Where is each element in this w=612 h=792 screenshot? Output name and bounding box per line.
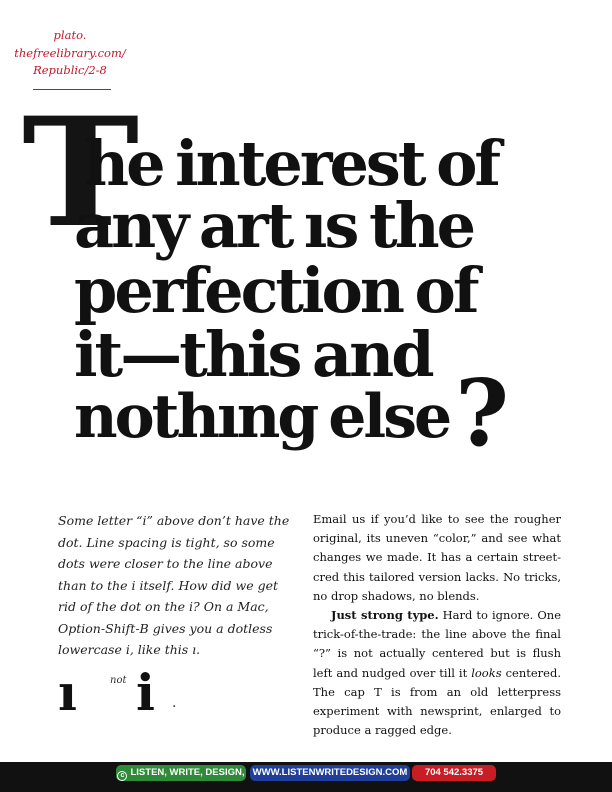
- headline-line-5-text: nothıng else: [74, 382, 450, 452]
- glyph-period: .: [172, 695, 177, 711]
- not-label: not: [110, 675, 127, 686]
- source-citation: [8, 27, 132, 80]
- source-line-3: Republic/2-8: [33, 63, 107, 77]
- paragraph-2-part-b: centered. The cap T is from an old letterpress experiment with newsprint, enlarged to produce a ragged edge.: [313, 665, 561, 738]
- website-link[interactable]: WWW.LISTENWRITEDESIGN.COM: [250, 765, 410, 781]
- headline-line-2: any art ıs the: [74, 189, 474, 262]
- right-paragraph-2: [313, 606, 561, 740]
- source-line-1: plato.: [53, 28, 87, 42]
- strong-lead: Just strong type.: [331, 608, 439, 623]
- right-column: [313, 510, 561, 740]
- headline-drop-cap: T: [22, 85, 140, 261]
- phone-pill[interactable]: 704 542.3375: [412, 765, 496, 781]
- footer-bar: [0, 762, 612, 792]
- paragraph-2-part-a: Hard to ignore. One trick-of-the-trade: the line above the final “?” is not actually centered but is flush left and nudged over till it: [313, 608, 561, 680]
- brand-label: LISTEN, WRITE, DESIGN,: [130, 767, 245, 778]
- headline-line-5: [74, 359, 574, 467]
- headline-line-3: perfection of: [74, 254, 477, 327]
- source-line-2: thefreelibrary.com/: [14, 45, 126, 60]
- headline-question-mark: ?: [455, 359, 507, 467]
- brand-pill[interactable]: [116, 765, 246, 781]
- dotless-i-glyph: ı: [58, 663, 77, 722]
- left-column-text: Some letter “i” above don’t have the dot. Line spacing is tight, so some dots were closer to the line above than to the i itself. How did we get rid of the dot on the i? On a Mac, Option-Shift-B gives you a dotless lowercase i, like this ı.: [58, 513, 290, 657]
- right-paragraph-1: Email us if you’d like to see the rougher original, its uneven “color,” and see what changes we made. It has a certain street-cred this tailored version lacks. No tricks, no drop shadows, no blends.: [313, 512, 561, 603]
- glyph-comparison: [58, 665, 258, 721]
- leaf-icon: c: [117, 771, 127, 781]
- headline-line-4: it—this and: [74, 318, 432, 391]
- emphasis-looks: looks: [471, 665, 502, 680]
- headline-line-1: he interest of: [84, 127, 499, 200]
- dotted-i-glyph: i: [136, 663, 155, 722]
